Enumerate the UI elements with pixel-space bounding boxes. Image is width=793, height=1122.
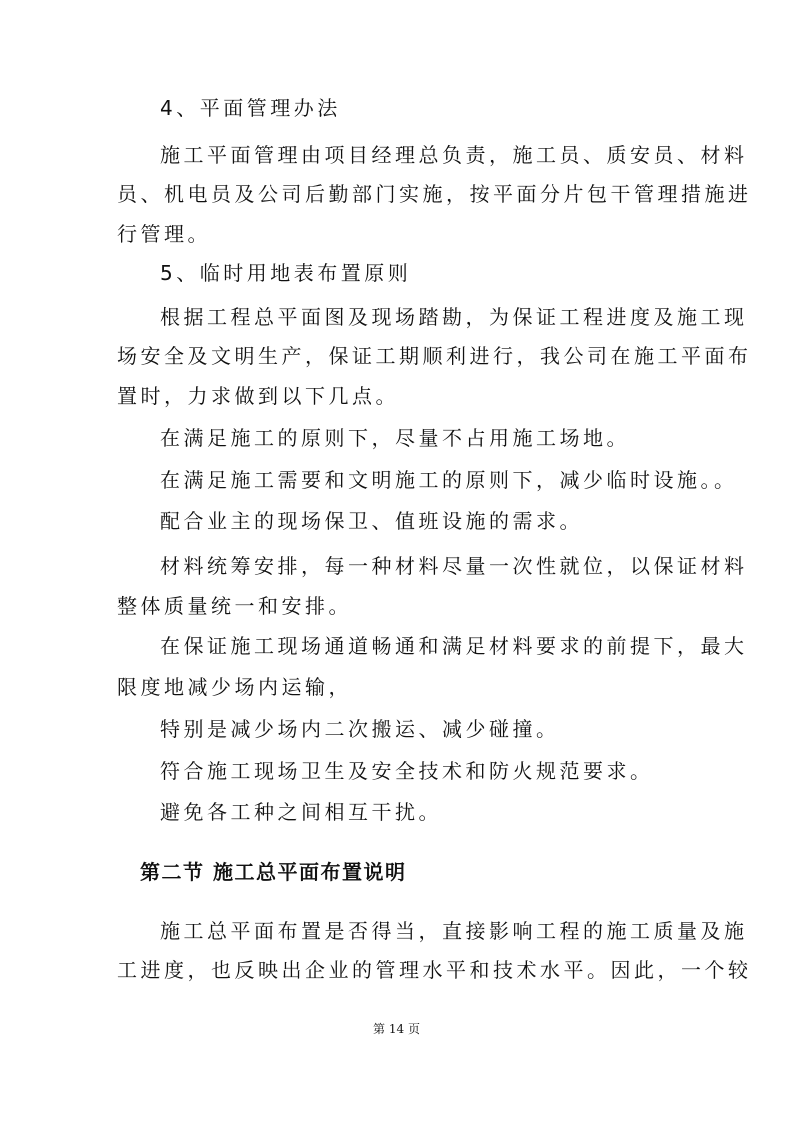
subheading-temporary-land-use: 5、临时用地表布置原则 <box>160 261 412 285</box>
paragraph-line: 限度地减少场内运输， <box>117 675 352 699</box>
section-heading: 第二节 施工总平面布置说明 <box>140 860 407 884</box>
page-number: 第 14 页 <box>373 1022 420 1036</box>
paragraph-line: 置时，力求做到以下几点。 <box>117 384 399 408</box>
paragraph-line: 施工总平面布置是否得当，直接影响工程的施工质量及施 <box>160 919 748 943</box>
paragraph-line: 场安全及文明生产，保证工期顺利进行，我公司在施工平面布 <box>117 344 752 368</box>
paragraph-line: 避免各工种之间相互干扰。 <box>160 800 442 824</box>
paragraph-line: 根据工程总平面图及现场踏勘，为保证工程进度及施工现 <box>160 305 748 329</box>
subheading-plane-management: 4、平面管理办法 <box>160 96 341 120</box>
paragraph-line: 符合施工现场卫生及安全技术和防火规范要求。 <box>160 759 654 783</box>
paragraph-line: 工进度，也反映出企业的管理水平和技术水平。因此，一个较 <box>117 958 752 982</box>
paragraph-line: 材料统筹安排，每一种材料尽量一次性就位，以保证材料 <box>160 554 748 578</box>
paragraph-line: 在满足施工的原则下，尽量不占用施工场地。 <box>160 426 630 450</box>
paragraph-line: 行管理。 <box>117 222 211 246</box>
paragraph-line: 在满足施工需要和文明施工的原则下，减少临时设施。。 <box>160 468 738 492</box>
paragraph-line: 员、机电员及公司后勤部门实施，按平面分片包干管理措施进 <box>117 182 752 206</box>
paragraph-line: 在保证施工现场通道畅通和满足材料要求的前提下，最大 <box>160 634 748 658</box>
paragraph-line: 施工平面管理由项目经理总负责，施工员、质安员、材料 <box>160 143 748 167</box>
paragraph-line: 特别是减少场内二次搬运、减少碰撞。 <box>160 717 560 741</box>
paragraph-line: 整体质量统一和安排。 <box>117 594 352 618</box>
paragraph-line: 配合业主的现场保卫、值班设施的需求。 <box>160 509 583 533</box>
